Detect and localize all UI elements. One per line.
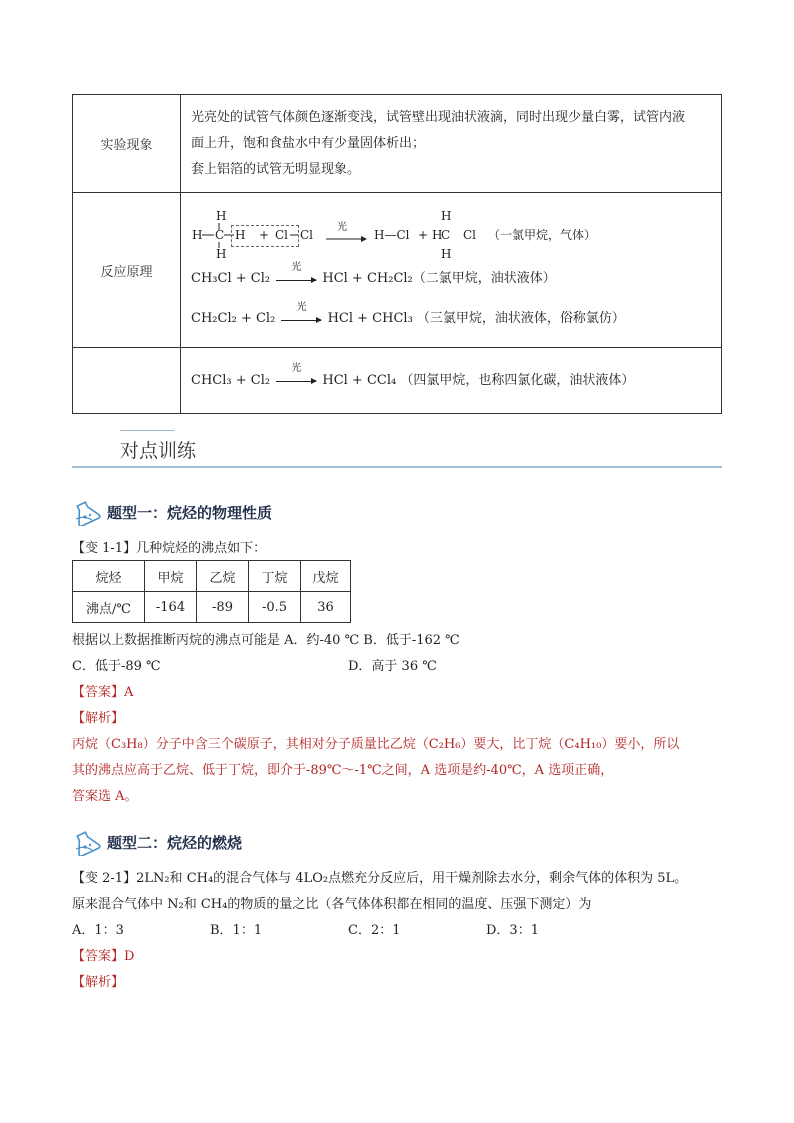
struct-h-left: H <box>192 228 203 242</box>
principle-row <box>73 193 722 348</box>
eq4-right: HCl + CCl₄ （四氯甲烷，也称四氯化碳，油状液体） <box>322 372 635 388</box>
type2-option-c: C．2：1 <box>348 923 401 938</box>
bp-value-cell: 36 <box>301 592 351 623</box>
bp-header-cell: 甲烷 <box>145 561 197 592</box>
last-row <box>73 348 722 414</box>
experiment-table <box>72 94 722 414</box>
light-label-1: 光 <box>337 222 347 233</box>
type1-option-d: D．高于 36 ℃ <box>348 659 437 674</box>
type1-analysis-label: 【解析】 <box>72 711 125 726</box>
struct-h-bottom: H <box>216 247 227 261</box>
bp-header-cell: 丁烷 <box>249 561 301 592</box>
type2-question-line1: 【变 2-1】2LN₂和 CH₄的混合气体与 4LO₂点燃充分反应后，用干燥剂除去水分，剩余气体的体积为 5L。 <box>72 871 688 886</box>
arrow-icon <box>276 363 316 387</box>
section-title: 对点训练 <box>120 440 197 462</box>
bp-value-row <box>73 592 351 623</box>
bp-header-cell: 烷烃 <box>73 561 145 592</box>
arrow-icon <box>276 261 316 286</box>
cm-h-top: H <box>441 209 452 223</box>
cm-note: （一氯甲烷，气体） <box>488 228 597 242</box>
product-hcl: H—Cl <box>374 228 410 242</box>
equation-3 <box>191 301 711 333</box>
bp-value-cell: 沸点/℃ <box>73 592 145 623</box>
methane-structure-equation <box>191 207 711 265</box>
cm-cl: Cl <box>463 228 477 242</box>
type2-option-a: A．1：3 <box>72 923 124 938</box>
bp-header-cell: 戊烷 <box>301 561 351 592</box>
struct-c: C <box>215 228 225 242</box>
eq3-light: 光 <box>296 301 307 313</box>
phenomenon-line3: 套上铝箔的试管无明显现象。 <box>191 161 361 177</box>
struct-cl-1: Cl <box>275 228 289 242</box>
cm-h-bottom: H <box>441 247 452 261</box>
type1-option-c: C．低于-89 ℃ <box>72 659 161 674</box>
struct-plus-2: + <box>418 228 429 242</box>
struct-h-right: H <box>235 228 246 242</box>
phenomenon-line1: 光亮处的试管气体颜色逐渐变浅，试管壁出现油状液滴，同时出现少量白雾，试管内液 <box>191 109 686 125</box>
principle-label: 反应原理 <box>73 193 181 348</box>
answer-label: 【答案】 <box>72 949 125 964</box>
type1-question: 【变 1-1】几种烷烃的沸点如下： <box>72 541 267 556</box>
type2-title: 题型二：烷烃的燃烧 <box>107 834 243 852</box>
flask-icon <box>72 828 102 856</box>
eq4-light: 光 <box>291 363 302 374</box>
last-content <box>181 348 722 414</box>
heading-underline <box>72 466 722 468</box>
eq2-left: CH₃Cl + Cl₂ <box>191 271 271 286</box>
eq2-right: HCl + CH₂Cl₂（二氯甲烷，油状液体） <box>322 271 556 286</box>
type1-prompt: 根据以上数据推断丙烷的沸点可能是 A．约-40 ℃ B．低于-162 ℃ <box>72 633 460 648</box>
highlight-box <box>231 225 299 247</box>
answer-label: 【答案】 <box>72 685 125 700</box>
eq4-left: CHCl₃ + Cl₂ <box>191 372 271 388</box>
eq3-left: CH₂Cl₂ + Cl₂ <box>191 311 276 326</box>
type1-analysis-line2: 其的沸点应高于乙烷、低于丁烷，即介于-89℃～-1℃之间，A 选项是约-40℃，A 选项正确， <box>72 763 614 778</box>
last-label <box>73 348 181 414</box>
type1-answer <box>72 684 133 702</box>
equation-2 <box>191 261 711 293</box>
boiling-point-table <box>72 560 351 623</box>
struct-cl-2: Cl <box>300 228 314 242</box>
type2-question-line2: 原来混合气体中 N₂和 CH₄的物质的量之比（各气体体积都在相同的温度、压强下测定）为 <box>72 897 592 912</box>
type1-analysis-line1: 丙烷（C₃H₈）分子中含三个碳原子，其相对分子质量比乙烷（C₂H₆）要大，比丁烷（C₄H₁₀）要小，所以 <box>72 737 680 752</box>
equation-4 <box>191 363 711 395</box>
heading-accent-line <box>120 430 174 431</box>
struct-h-top: H <box>216 209 227 223</box>
phenomenon-line2: 面上升，饱和食盐水中有少量固体析出； <box>191 135 426 151</box>
eq2-light: 光 <box>291 261 302 273</box>
bp-header-row <box>73 561 351 592</box>
bp-header-cell: 乙烷 <box>197 561 249 592</box>
bp-value-cell: -164 <box>145 592 197 623</box>
cm-c: C <box>441 228 451 242</box>
type2-option-b: B．1：1 <box>210 923 263 938</box>
flask-icon <box>72 498 102 526</box>
type2-analysis-label: 【解析】 <box>72 975 125 990</box>
phenomenon-content <box>181 95 722 193</box>
answer-value: A <box>124 685 134 700</box>
type2-answer <box>72 948 134 966</box>
eq3-right: HCl + CHCl₃ （三氯甲烷，油状液体，俗称氯仿） <box>327 311 625 326</box>
bp-value-cell: -89 <box>197 592 249 623</box>
type1-title: 题型一：烷烃的物理性质 <box>107 504 273 522</box>
struct-plus-1: + <box>259 228 270 242</box>
phenomenon-row <box>73 95 722 193</box>
arrow-icon <box>281 301 321 326</box>
answer-value: D <box>124 949 135 964</box>
phenomenon-label: 实验现象 <box>73 95 181 193</box>
section-heading <box>72 428 722 468</box>
type2-option-d: D．3：1 <box>486 923 539 938</box>
principle-content <box>181 193 722 348</box>
bp-value-cell: -0.5 <box>249 592 301 623</box>
cm-h-left: H <box>432 228 443 242</box>
type1-analysis-line3: 答案选 A。 <box>72 789 138 804</box>
